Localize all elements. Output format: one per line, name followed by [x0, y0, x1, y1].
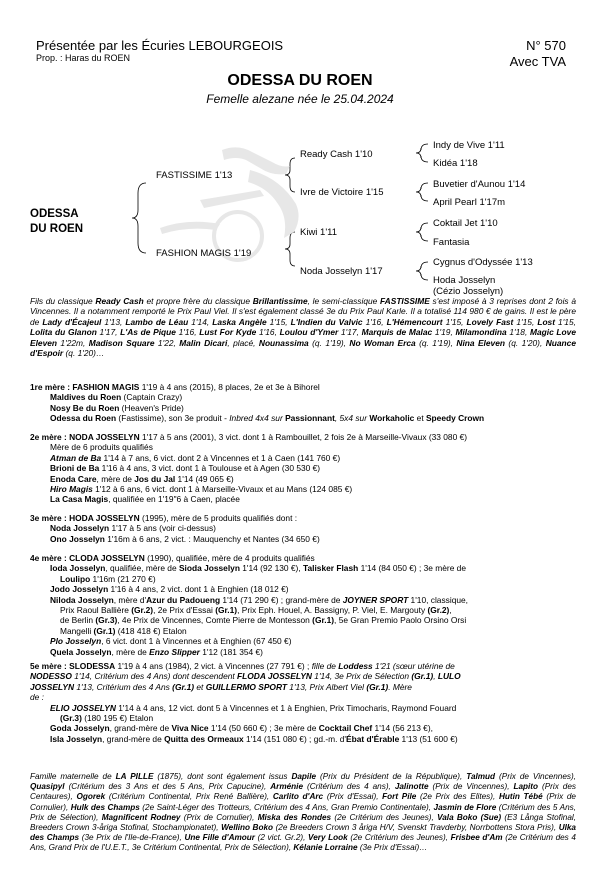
dam2-product: La Casa Magis, qualifiée en 1'19"6 à Caen, placée — [50, 494, 240, 505]
pedigree-dss: Coktail Jet 1'10 — [433, 218, 498, 229]
pedigree-dds: Cygnus d'Odyssée 1'13 — [433, 257, 533, 268]
pedigree-ddd-name: Hoda Josselyn — [433, 275, 496, 286]
pedigree-sss: Indy de Vive 1'11 — [433, 140, 505, 151]
vat-label: Avec TVA — [509, 54, 566, 69]
pedigree-dd: Noda Josselyn 1'17 — [300, 266, 383, 277]
dam5-section — [30, 661, 576, 744]
dam4-product: Ioda Josselyn, qualifiée, mère de Sioda Josselyn 1'14 (92 130 €), Talisker Flash 1'14 (84 050 €) ; 3e mère de — [50, 563, 467, 574]
dam5-heading-cont: NODESSO 1'14, Critérium des 4 Ans) dont descendent FLODA JOSSELYN 1'14, 3e Prix de Sélection (Gr.1), LULO — [30, 671, 461, 682]
dam4-product: Jodo Josselyn 1'16 à 4 ans, 2 vict. dont 1 à Enghien (18 012 €) — [50, 584, 289, 595]
dam5-product-cont: (Gr.3) (180 195 €) Etalon — [60, 713, 154, 724]
dam4-product-cont: de Berlin (Gr.3), 4e Prix de Vincennes, Comte Pierre de Montesson (Gr.1), 5e Gran Premio Paolo Orsino Orsi — [60, 615, 467, 626]
dam4-heading: 4e mère : CLODA JOSSELYN (1990), qualifiée, mère de 4 produits qualifiés — [30, 553, 315, 563]
dam4-product: Plo Josselyn, 6 vict. dont 1 à Vincennes et à Enghien (67 450 €) — [50, 636, 292, 647]
pedigree-name-line2: DU ROEN — [30, 223, 84, 235]
pedigree-ss: Ready Cash 1'10 — [300, 149, 373, 160]
dam5-heading: 5e mère : SLODESSA 1'19 à 4 ans (1984), 2 vict. à Vincennes (27 791 €) ; fille de Loddess 1'21 (sœur utérine de — [30, 661, 455, 671]
pedigree-ds: Kiwi 1'11 — [300, 227, 338, 238]
pedigree-horse-name — [30, 207, 83, 237]
dam4-section — [30, 553, 576, 657]
dam2-product: Atman de Ba 1'14 à 7 ans, 6 vict. dont 2 à Vincennes et 1 à Caen (141 760 €) — [50, 452, 341, 463]
dam1-product: Maldives du Roen (Captain Crazy) — [50, 392, 183, 403]
pedigree-name-line1: ODESSA — [30, 208, 79, 220]
sire-paragraph: Fils du classique Ready Cash et propre frère du classique Brillantissime, le semi-classique FASTISSIME s'est imposé à 3 reprises dont 2 fois à Vincennes. Il a notamment remporté le Prix Paul Viel. Il s'est également classé 3e du Prix Paul Karle. Il a totalisé 114 980 € de gains. Il est le père de Lady d'Écajeul 1'13, Lambo de Léau 1'14, Laska Angèle 1'15, L'Indien du Valvic 1'16, L'Hémencourt 1'15, Lovely Fast 1'15, Lost 1'15, Lolita du Glanon 1'17, L'As de Pique 1'16, Lust For Kyde 1'16, Loulou d'Ymer 1'17, Marquis de Malac 1'19, Milamondina 1'18, Magic Love Eleven 1'22m, Madison Square 1'22, Malin Dicari, placé, Nounassima (q. 1'19), No Woman Erca (q. 1'19), Nina Eleven (q. 1'20), Nuance d'Espoir (q. 1'20)… — [30, 296, 576, 359]
dam5-product: Isla Josselyn, grand-mère de Quitta des Ormeaux 1'14 (151 080 €) ; gd.-m. d'Ébat d'Érable 1'13 (51 600 €) — [50, 733, 458, 744]
dam3-product: Noda Josselyn 1'17 à 5 ans (voir ci-dessus) — [50, 523, 216, 534]
dam2-product: Brioni de Ba 1'16 à 4 ans, 3 vict. dont 1 à Toulouse et à Agen (30 530 €) — [50, 463, 321, 474]
dam1-product: Nosy Be du Roen (Heaven's Pride) — [50, 402, 184, 413]
pedigree-sd: Ivre de Victoire 1'15 — [300, 187, 384, 198]
sulky-watermark — [160, 147, 299, 260]
dam4-product-cont: Mangelli (Gr.1) (418 418 €) Etalon — [60, 625, 187, 636]
pedigree-sds: Buvetier d'Aunou 1'14 — [433, 179, 526, 190]
dam2-product: Hiro Magis 1'12 à 6 ans, 6 vict. dont 1 à Marseille-Vivaux et au Mans (124 085 €) — [50, 484, 353, 495]
dam5-product: ELIO JOSSELYN 1'14 à 4 ans, 12 vict. dont 5 à Vincennes et 1 à Enghien, Prix Timocharis, Raymond Fouard — [50, 702, 457, 713]
horse-name: ODESSA DU ROEN — [227, 72, 373, 89]
dam5-heading-cont: JOSSELYN 1'13, Critérium des 4 Ans (Gr.1) et GUILLERMO SPORT 1'13, Prix Albert Viel (Gr.1). Mère — [30, 681, 412, 692]
pedigree-dam: FASHION MAGIS 1'19 — [156, 248, 252, 259]
dam4-product: Quela Josselyn, mère de Enzo Slipper 1'12 (181 354 €) — [50, 646, 263, 657]
dam4-product-cont: Prix Raoul Ballière (Gr.2), 2e Prix d'Essai (Gr.1), Prix Eph. Houel, A. Bassigny, P. Viel, E. Margouty (Gr.2), — [60, 605, 452, 616]
dam2-heading: 2e mère : NODA JOSSELYN 1'17 à 5 ans (2001), 3 vict. dont 1 à Rambouillet, 2 fois 2e à Marseille-Vivaux (33 080 €) — [30, 432, 468, 442]
pedigree-ddd-sire: (Cézio Josselyn) — [433, 286, 504, 297]
pedigree-ddd — [433, 275, 503, 297]
dam1-product: Odessa du Roen (Fastissime), son 3e produit - Inbred 4x4 sur Passionnant, 5x4 sur Workaholic et Speedy Crown — [50, 413, 485, 424]
pedigree-sdd: April Pearl 1'17m — [433, 197, 506, 208]
dam5-heading-cont: de : — [30, 692, 44, 703]
dam1-heading: 1re mère : FASHION MAGIS 1'19 à 4 ans (2015), 8 places, 2e et 3e à Bihorel — [30, 382, 320, 392]
dam4-product-cont: Loulipo 1'16m (21 270 €) — [60, 573, 156, 584]
family-paragraph: Famille maternelle de LA PILLE (1875), dont sont également issus Dapile (Prix du Président de la République), Talmud (Prix de Vincennes), Quasipyl (Critérium des 3 Ans et des 5 Ans, Prix Capucine), Arménie (Critérium des 4 ans), Jalinotte (Prix de Vincennes), Lapito (Prix des Centaures), Ogorek (Critérium Continental, Prix René Ballière), Carlito d'Arc (Prix d'Essai), Fort Pile (2e Prix des Elites), Hutin Tébé (Prix de Cornulier), Hulk des Champs (2e Saint-Léger des Trotteurs, Critérium des 4 Ans, Gran Premio Continentale), Jasmin de Flore (Critérium des 5 Ans, Prix de Sélection), Magnificent Rodney (Prix de Cornulier), Miska des Rondes (2e Critérium des Jeunes), Vala Boko (Sue) (E3 Långa Stofinal, Breeders Crown 3-åriga Stofinal, Stochampionatet), Wellino Boko (2e Breeders Crown 3 åriga H/V, Svenskt Travderby, Norrbottens Stora Pris), Ulka des Champs (3e Prix de l'Ile-de-France), Une Fille d'Amour (2 vict. Gr.2), Very Look (2e Critérium des Jeunes), Frisbee d'Am (2e Critérium des 4 Ans, Grand Prix de l'U.E.T., 3e Critérium Continental, Prix de Sélection), Kélanie Lorraine (3e Prix d'Essai)… — [30, 772, 577, 853]
dam1-section — [30, 382, 576, 424]
dam2-note: Mère de 6 produits qualifiés — [50, 442, 153, 453]
dam5-product: Goda Josselyn, grand-mère de Viva Nice 1'14 (50 660 €) ; 3e mère de Cocktail Chef 1'14 (56 213 €), — [50, 723, 433, 734]
dam4-product: Niloda Josselyn, mère d'Azur du Padoueng 1'14 (71 290 €) ; grand-mère de JOYNER SPORT 1'10, classique, — [50, 594, 468, 605]
dam2-section — [30, 432, 576, 505]
dam3-section — [30, 513, 576, 544]
owner-line: Prop. : Haras du ROEN — [36, 53, 131, 63]
presenter-line: Présentée par les Écuries LEBOURGEOIS — [36, 38, 284, 53]
pedigree-sire: FASTISSIME 1'13 — [156, 170, 233, 181]
lot-number: N° 570 — [526, 38, 566, 53]
dam2-product: Enoda Care, mère de Jos du Jal 1'14 (49 065 €) — [50, 473, 234, 484]
pedigree-dsd: Fantasia — [433, 237, 470, 248]
pedigree-ssd: Kidéa 1'18 — [433, 158, 478, 169]
dam3-product: Ono Josselyn 1'16m à 6 ans, 2 vict. : Mauquenchy et Nantes (34 650 €) — [50, 533, 320, 544]
horse-description: Femelle alezane née le 25.04.2024 — [206, 92, 394, 106]
dam3-heading: 3e mère : HODA JOSSELYN (1995), mère de 5 produits qualifiés dont : — [30, 513, 298, 523]
